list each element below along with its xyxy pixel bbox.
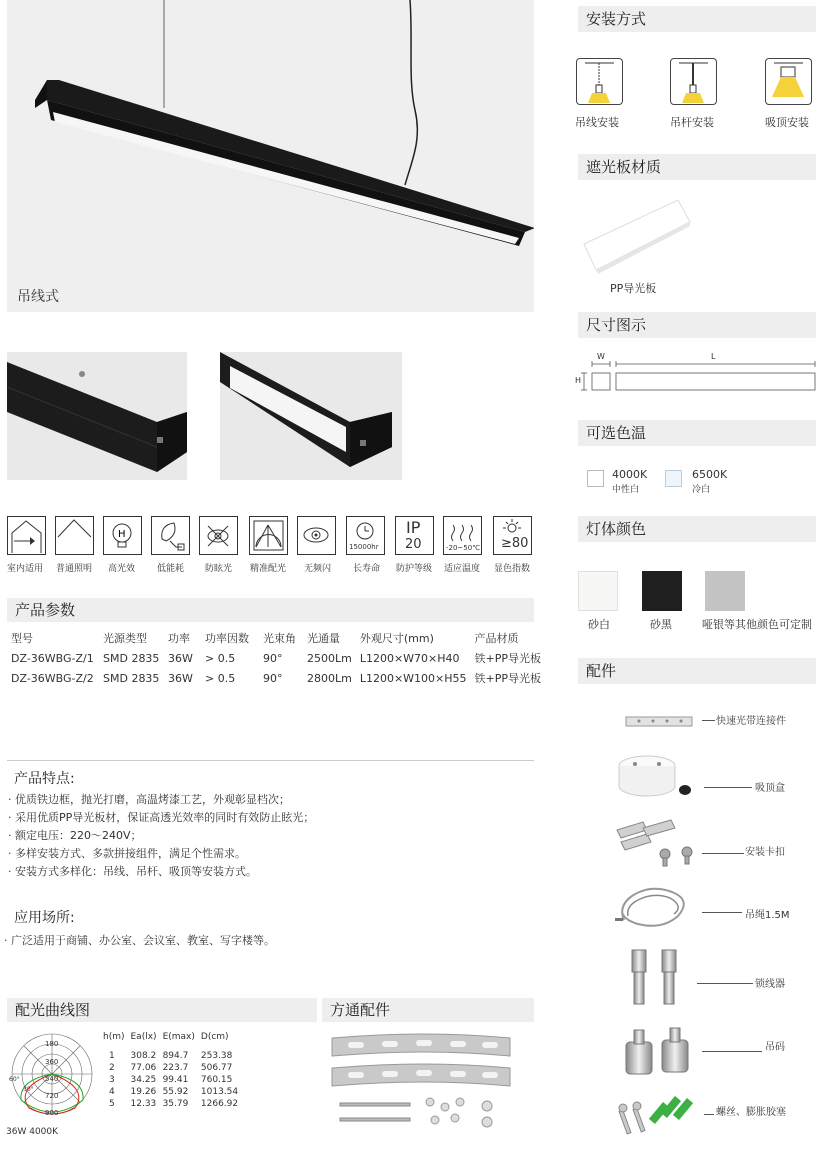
accessory-label: 快速光带连接件 <box>716 716 786 727</box>
polar-chart: 180 360 540 720 900 60° 30° <box>7 1028 97 1124</box>
application-title: 应用场所: <box>14 910 75 926</box>
application-line: · 广泛适用于商铺、办公室、会议室、教室、写字楼等。 <box>4 934 275 947</box>
hero-image <box>7 0 534 312</box>
connector-plates-image <box>330 1030 520 1130</box>
table-header: 型号 光源类型 功率 功率因数 光束角 光通量 外观尺寸(mm) 产品材质 <box>11 632 519 645</box>
quick-connector-image <box>625 714 695 728</box>
table-row: DZ-36WBG-Z/2 SMD 2835 36W > 0.5 90° 2800Lm L1200×W100×H55 铁+PP导光板 <box>11 671 542 685</box>
ceiling-mount-icon <box>765 58 812 105</box>
detail-image-diffuser <box>220 352 402 480</box>
params-title: 产品参数 <box>7 598 534 622</box>
accessory-label: 锁线器 <box>755 979 785 990</box>
swatch-matte-silver <box>705 571 745 611</box>
precise-optics-icon <box>249 516 288 555</box>
table-row: 1 308.2 894.7 253.38 <box>109 1051 233 1061</box>
list-item: · 多样安装方式、多款拼接组件，满足个性需求。 <box>8 847 246 860</box>
ceiling-box-image <box>615 750 705 806</box>
wire-suspension-icon <box>576 58 623 105</box>
features-title: 产品特点: <box>14 771 75 787</box>
lifespan-icon: 15000hr <box>346 516 385 555</box>
curve-title: 配光曲线图 <box>7 998 317 1022</box>
screws-plugs-image <box>615 1090 705 1138</box>
cct-title: 可选色温 <box>578 420 816 446</box>
params-table <box>7 628 545 688</box>
hanging-code-image <box>622 1026 696 1080</box>
rod-suspension-icon <box>670 58 717 105</box>
swatch-sand-white <box>578 571 618 611</box>
features-list <box>8 791 314 881</box>
ip-rating-icon: IP 20 <box>395 516 434 555</box>
cct-swatch-4000k <box>587 470 604 487</box>
table-row: 5 12.33 35.79 1266.92 <box>109 1099 239 1109</box>
svg-text:H: H <box>118 529 126 540</box>
low-power-icon <box>151 516 190 555</box>
accessory-label: 安装卡扣 <box>745 847 785 858</box>
table-row: 4 19.26 55.92 1013.54 <box>109 1087 239 1097</box>
diffuser-title: 遮光板材质 <box>578 154 816 180</box>
diffuser-panel-image <box>582 192 692 278</box>
list-item: · 安装方式多样化：吊线、吊杆、吸顶等安装方式。 <box>8 865 257 878</box>
divider <box>7 760 534 761</box>
mounting-title: 安装方式 <box>578 6 816 32</box>
mounting-clip-image <box>613 818 703 868</box>
dimension-drawing: W L H <box>574 352 819 398</box>
table-row: DZ-36WBG-Z/1 SMD 2835 36W > 0.5 90° 2500Lm L1200×W70×H40 铁+PP导光板 <box>11 651 542 665</box>
indoor-icon <box>7 516 46 555</box>
list-item: · 额定电压：220～240V； <box>8 829 142 842</box>
no-flicker-icon <box>297 516 336 555</box>
general-lighting-icon <box>55 516 94 555</box>
hero-caption: 吊线式 <box>17 289 59 305</box>
feature-icons-row: H 15000hr IP 20 -20~50℃ ≥80 室内适用 普通照明 高光效 低能耗 防眩光 精准配光 无频闪 长寿命 防护等级 适应温度 显色指数 <box>7 518 531 574</box>
accessory-label: 吸顶盒 <box>755 783 785 794</box>
linear-pendant-light-image <box>7 0 534 312</box>
table-row: 2 77.06 223.7 506.77 <box>109 1063 233 1073</box>
mounting-label: 吊线安装 <box>575 116 619 129</box>
diffuser-label: PP导光板 <box>610 282 657 295</box>
accessory-label: 螺丝、膨胀胶塞 <box>716 1107 786 1118</box>
curve-footer: 36W 4000K <box>6 1127 59 1137</box>
mounting-label: 吊杆安装 <box>670 116 714 129</box>
cct-swatch-6500k <box>665 470 682 487</box>
cri-icon: ≥80 <box>493 516 532 555</box>
illuminance-table: h(m) Ea(lx) E(max) D(cm) 1 308.2 894.7 253.38 2 77.06 223.7 506.77 3 34.25 99.41 760.15 4 19.26 55.92 1013.54 5 12.33 35.79 1266.92 <box>100 1030 241 1110</box>
swatch-sand-black <box>642 571 682 611</box>
list-item: · 优质铁边框，抛光打磨，高温烤漆工艺，外观彰显档次； <box>8 793 290 806</box>
table-row: 3 34.25 99.41 760.15 <box>109 1075 233 1085</box>
connector-accessories-title: 方通配件 <box>322 998 534 1022</box>
high-efficiency-icon <box>103 516 142 555</box>
wire-lock-image <box>622 944 692 1014</box>
accessory-label: 吊码 <box>765 1042 785 1053</box>
hanging-wire-image <box>612 882 702 934</box>
list-item: · 采用优质PP导光板材，保证高透光效率的同时有效防止眩光； <box>8 811 315 824</box>
body-color-title: 灯体颜色 <box>578 516 816 542</box>
temperature-icon: -20~50℃ <box>443 516 482 555</box>
dimensions-title: 尺寸图示 <box>578 312 816 338</box>
anti-glare-icon <box>199 516 238 555</box>
mounting-label: 吸顶安装 <box>765 116 809 129</box>
detail-image-end <box>7 352 187 480</box>
accessories-title: 配件 <box>578 658 816 684</box>
accessory-label: 吊绳1.5M <box>745 910 790 921</box>
